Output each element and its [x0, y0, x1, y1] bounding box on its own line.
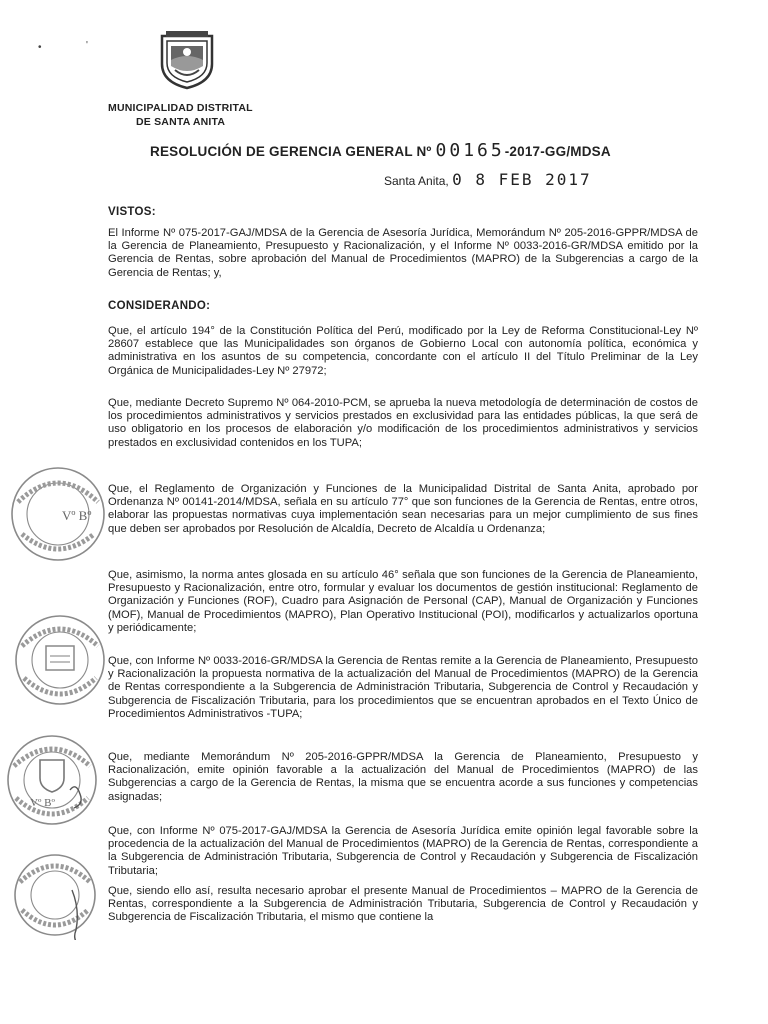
place-text: Santa Anita,: [384, 174, 449, 188]
org-line-1: MUNICIPALIDAD DISTRITAL: [108, 102, 253, 114]
resolution-title: [150, 140, 611, 161]
considerando-paragraph: Que, el artículo 194° de la Constitución Política del Perú, modificado por la Ley de Reforma Constitucional-Ley Nº 28607 establece que las Municipalidades son órganos de Gobierno Local con autonomía política, económica y administrativa en los asuntos de su competencia, concordante con el artículo II del Título Preliminar de la Ley Orgánica de Municipalidades-Ley Nº 27972;: [108, 325, 698, 377]
vistos-heading: VISTOS:: [108, 206, 156, 218]
considerando-paragraph: Que, con Informe Nº 0033-2016-GR/MDSA la Gerencia de Rentas remite a la Gerencia de Planeamiento, Presupuesto y Racionalización la propuesta normativa de la actualización del Manual de Procedimientos (MAPRO) de la Gerencia de Rentas correspondiente a la Subgerencia de Administración Tributaria, Subgerencia de Control y Recaudación y Subgerencia de Fiscalización Tributaria, para los procedimientos que se encuentran aprobados en el Texto Único de Procedimientos Administrativos -TUPA;: [108, 655, 698, 720]
vistos-paragraph: El Informe Nº 075-2017-GAJ/MDSA de la Gerencia de Asesoría Jurídica, Memorándum Nº 205-2016-GPPR/MDSA de la Gerencia de Planeamiento, Presupuesto y Racionalización, y el Informe Nº 0033-2016-GR/MDSA emitido por la Gerencia de Rentas, sobre aprobación del Manual de Procedimientos (MAPRO) de la Subgerencias a cargo de la Gerencia de Rentas; y,: [108, 227, 698, 279]
considerando-paragraph: Que, asimismo, la norma antes glosada en su artículo 46° señala que son funciones de la Gerencia de Planeamiento, Presupuesto y Racionalización, entre otro, formular y evaluar los documentos de gestión institucional: Reglamento de Organización y Funciones (ROF), Cuadro para Asignación de Personal (CAP), Manual de Organización y Funciones (MOF), Manual de Procedimientos (MAPRO), Plan Operativo Institucional (POI), modificarlos y actualizarlos oportuna y periódicamente;: [108, 569, 698, 634]
considerando-heading: CONSIDERANDO:: [108, 300, 211, 312]
org-line-2: DE SANTA ANITA: [136, 116, 226, 128]
visto-bueno-stamp-icon-gerencia-rentas: [10, 850, 100, 940]
scan-speck: ': [86, 40, 88, 51]
seal-mark: Vº Bº: [30, 797, 55, 809]
municipality-name: [108, 101, 253, 129]
considerando-paragraph: Que, mediante Memorándum Nº 205-2016-GPPR/MDSA la Gerencia de Planeamiento, Presupuesto y Racionalización, emite opinión favorable a la actualización del Manual de Procedimientos (MAPRO) de las Subgerencias a cargo de la Gerencia de Rentas, la misma que se encuentra acorde a sus funciones y competencias asignadas;: [108, 751, 698, 803]
considerando-paragraph: Que, el Reglamento de Organización y Funciones de la Municipalidad Distrital de Santa Anita, aprobado por Ordenanza Nº 00141-2014/MDSA, señala en su artículo 77° que son funciones de la Gerencia de Rentas, entre otros, elaborar las propuestas normativas cuya implementación sean necesarias para un mejor cumplimiento de sus fines que deben ser aprobados por Resolución de Alcaldía, Decreto de Alcaldía u Ordenanza;: [108, 483, 698, 535]
scan-speck: •: [38, 42, 42, 53]
resolution-suffix: -2017-GG/MDSA: [504, 144, 611, 159]
place-and-date: [384, 170, 592, 189]
visto-bueno-stamp-icon-gerencia-planeamiento: [10, 610, 110, 710]
considerando-paragraph: Que, siendo ello así, resulta necesario aprobar el presente Manual de Procedimientos – MAPRO de la Gerencia de Rentas, correspondiente a la Subgerencia de Administración Tributaria, Subgerencia de Control y Recaudación y Subgerencia de Fiscalización Tributaria, el mismo que contiene la: [108, 885, 698, 924]
visto-bueno-stamp-icon-gerencia-asesoria-juridica: [4, 460, 108, 564]
resolution-number: 00165: [435, 140, 505, 161]
considerando-paragraph: Que, con Informe Nº 075-2017-GAJ/MDSA la Gerencia de Asesoría Jurídica emite opinión legal favorable sobre la procedencia de la actualización del Manual de Procedimientos (MAPRO) de la Gerencia de Rentas, correspondiente a la Subgerencia de Administración Tributaria, Subgerencia de Control y Recaudación y Subgerencia de Fiscalización Tributaria;: [108, 825, 698, 877]
considerando-paragraph: Que, mediante Decreto Supremo Nº 064-2010-PCM, se aprueba la nueva metodología de determinación de costos de los procedimientos administrativos y servicios prestados en exclusividad para las entidades públicas, la que será de uso obligatorio en los procesos de elaboración y/o modificación de los procedimientos administrativos y servicios prestados en exclusividad contenidos en los TUPA;: [108, 397, 698, 449]
date-stamp: 0 8 FEB 2017: [452, 170, 592, 189]
municipal-crest-icon: [158, 30, 216, 90]
visto-bueno-stamp-icon-gerencia-municipal: [0, 730, 100, 830]
resolution-title-text: RESOLUCIÓN DE GERENCIA GENERAL Nº: [150, 144, 432, 159]
seal-mark: Vº Bº: [62, 508, 92, 523]
